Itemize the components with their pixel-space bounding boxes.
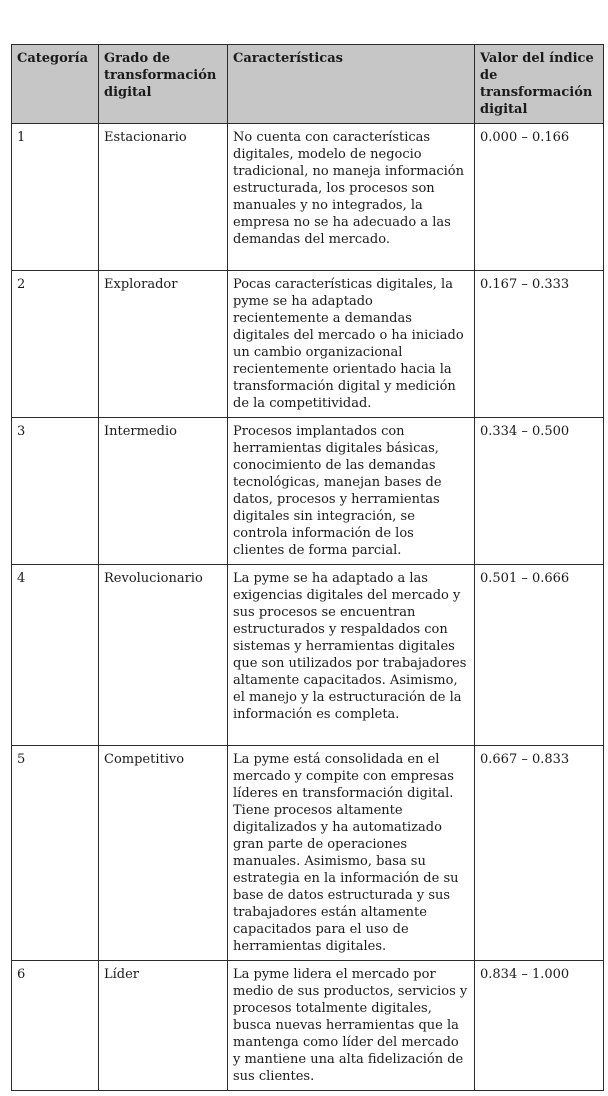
- header-index-value: Valor del índice de transformación digital: [475, 45, 604, 124]
- row-index-value: 0.501 – 0.666: [475, 565, 604, 746]
- header-degree: Grado de transformación digital: [99, 45, 228, 124]
- row-characteristics: La pyme está consolidada en el mercado y compite con empresas líderes en transformación digital. Tiene procesos altamente digitalizados y ha automatizado gran parte de operaciones manuales. Asimismo, basa su estrategia en la información de su base de datos estructurada y sus trabajadores están altamente capacitados para el uso de herramientas digitales.: [228, 746, 475, 961]
- row-index-value: 0.667 – 0.833: [475, 746, 604, 961]
- row-characteristics: Pocas características digitales, la pyme se ha adaptado recientemente a demandas digitales del mercado o ha iniciado un cambio organizacional recientemente orientado hacia la transformación digital y medición de la competitividad.: [228, 271, 475, 418]
- row-degree: Explorador: [99, 271, 228, 418]
- row-degree: Revolucionario: [99, 565, 228, 746]
- row-characteristics: No cuenta con características digitales, modelo de negocio tradicional, no maneja información estructurada, los procesos son manuales y no integrados, la empresa no se ha adecuado a las demandas del mercado.: [228, 124, 475, 271]
- header-characteristics: Características: [228, 45, 475, 124]
- row-category: 4: [12, 565, 99, 746]
- row-degree: Competitivo: [99, 746, 228, 961]
- row-index-value: 0.334 – 0.500: [475, 418, 604, 565]
- row-index-value: 0.000 – 0.166: [475, 124, 604, 271]
- row-category: 1: [12, 124, 99, 271]
- table-row: [12, 746, 604, 961]
- row-index-value: 0.167 – 0.333: [475, 271, 604, 418]
- table-row: [12, 271, 604, 418]
- row-characteristics: La pyme lidera el mercado por medio de sus productos, servicios y procesos totalmente digitales, busca nuevas herramientas que la mantenga como líder del mercado y mantiene una alta fidelización de sus clientes.: [228, 961, 475, 1091]
- table-row: [12, 565, 604, 746]
- row-characteristics: La pyme se ha adaptado a las exigencias digitales del mercado y sus procesos se encuentran estructurados y respaldados con sistemas y herramientas digitales que son utilizados por trabajadores altamente capacitados. Asimismo, el manejo y la estructuración de la información es completa.: [228, 565, 475, 746]
- header-category: Categoría: [12, 45, 99, 124]
- table-row: [12, 418, 604, 565]
- table-body: [12, 124, 604, 1091]
- table-row: [12, 124, 604, 271]
- row-category: 2: [12, 271, 99, 418]
- row-degree: Estacionario: [99, 124, 228, 271]
- digital-transformation-table: [11, 44, 604, 1091]
- row-characteristics: Procesos implantados con herramientas digitales básicas, conocimiento de las demandas tecnológicas, manejan bases de datos, procesos y herramientas digitales sin integración, se controla información de los clientes de forma parcial.: [228, 418, 475, 565]
- row-category: 5: [12, 746, 99, 961]
- header-row: [12, 45, 604, 124]
- row-category: 3: [12, 418, 99, 565]
- row-degree: Intermedio: [99, 418, 228, 565]
- table-header: [12, 45, 604, 124]
- table-row: [12, 961, 604, 1091]
- row-category: 6: [12, 961, 99, 1091]
- row-degree: Líder: [99, 961, 228, 1091]
- row-index-value: 0.834 – 1.000: [475, 961, 604, 1091]
